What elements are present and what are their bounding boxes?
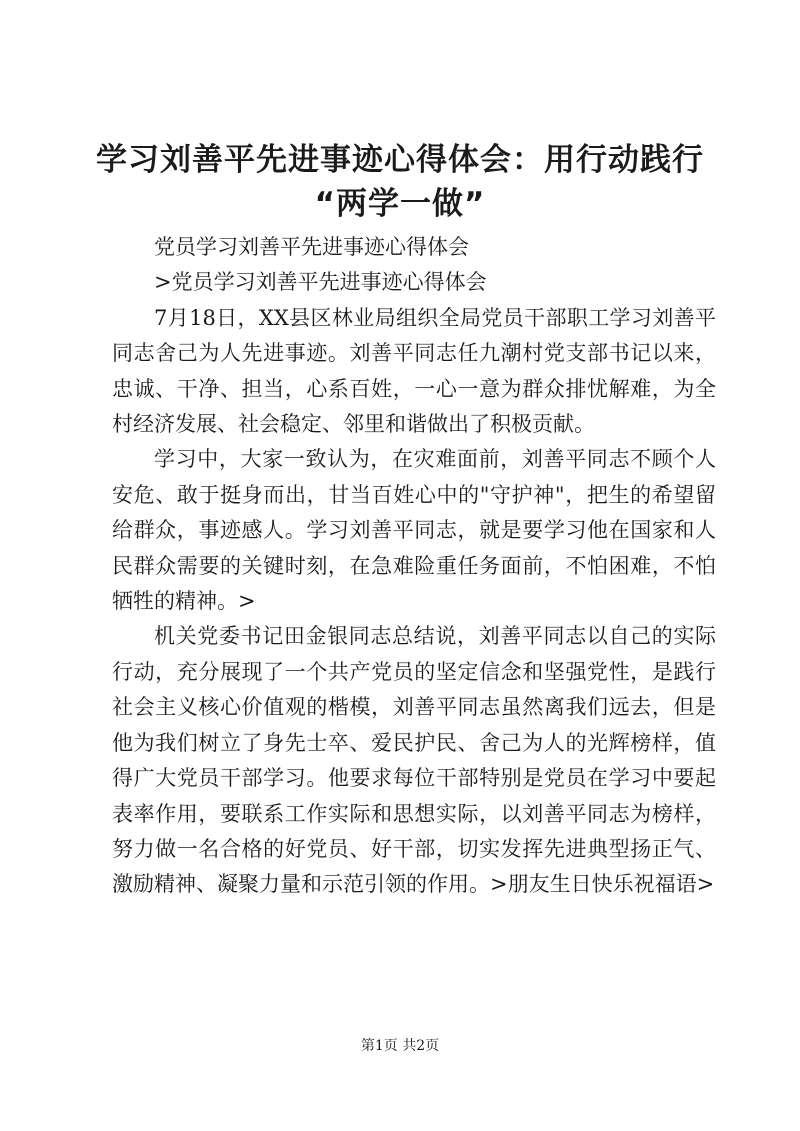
page-number: 第1页 共2页 [360, 1038, 440, 1054]
title-line-2: “两学一做” [314, 186, 486, 222]
title-line-1: 学习刘善平先进事迹心得体会：用行动践行 [96, 142, 704, 178]
paragraph: 机关党委书记田金银同志总结说，刘善平同志以自己的实际行动，充分展现了一个共产党员的坚定信念和坚强党性，是践行社会主义核心价值观的楷模，刘善平同志虽然离我们远去，但是他为我们树立了身先士卒、爱民护民、舍己为人的光辉榜样，值得广大党员干部学习。他要求每位干部特别是党员在学习中要起表率作用，要联系工作实际和思想实际，以刘善平同志为榜样，努力做一名合格的好党员、好干部，切实发挥先进典型扬正气、激励精神、凝聚力量和示范引领的作用。>朋友生日快乐祝福语> [112, 624, 716, 897]
paragraph: 学习中，大家一致认为，在灾难面前，刘善平同志不顾个人安危、敢于挺身而出，甘当百姓心中的"守护神"，把生的希望留给群众，事迹感人。学习刘善平同志，就是要学习他在国家和人民群众需要的关键时刻，在急难险重任务面前，不怕困难，不怕牺牲的精神。> [112, 447, 716, 614]
document-title [80, 138, 720, 226]
paragraph: 党员学习刘善平先进事迹心得体会 [154, 235, 469, 259]
paragraph: >党员学习刘善平先进事迹心得体会 [154, 270, 487, 295]
paragraph: 7月18日，XX县区林业局组织全局党员干部职工学习刘善平同志舍己为人先进事迹。刘善平同志任九潮村党支部书记以来，忠诚、干净、担当，心系百姓，一心一意为群众排忧解难，为全村经济发展、社会稳定、邻里和谐做出了积极贡献。 [112, 305, 716, 437]
document-body [112, 230, 716, 903]
page-footer [0, 1037, 800, 1055]
